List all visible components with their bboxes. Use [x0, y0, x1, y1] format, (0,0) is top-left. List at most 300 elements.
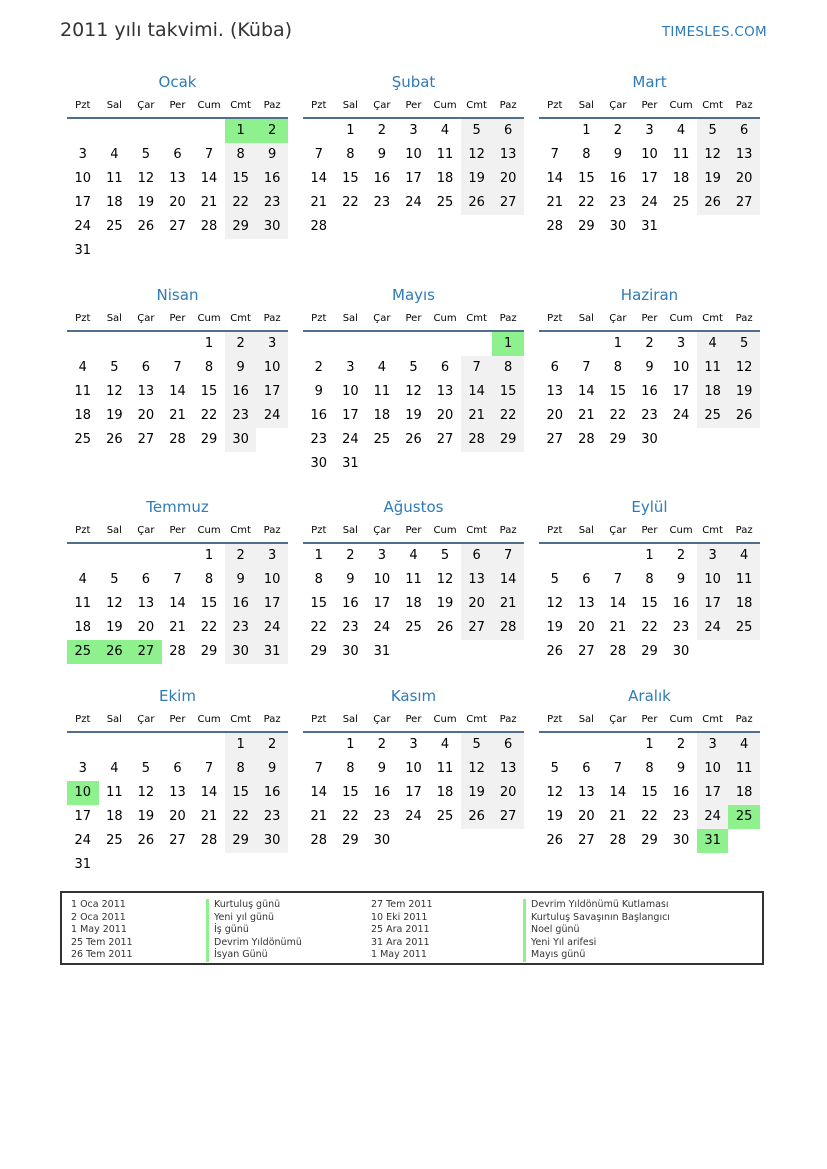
weekday-label: Per — [169, 100, 186, 111]
day-cell: 6 — [141, 572, 151, 587]
month-calendar — [67, 71, 288, 263]
day-cell: 16 — [342, 596, 359, 611]
weekday-label: Cum — [669, 714, 693, 725]
day-cell: 12 — [728, 356, 760, 380]
day-cell: 28 — [546, 219, 564, 234]
day-cell: 29 — [200, 644, 218, 659]
day-cell: 16 — [225, 380, 257, 404]
weekday-label: Paz — [263, 313, 281, 324]
day-cell: 31 — [74, 243, 92, 258]
day-cell: 20 — [546, 408, 564, 423]
legend-dates-right — [371, 899, 433, 962]
day-cell: 20 — [137, 408, 155, 423]
day-cell: 2 — [256, 733, 288, 757]
day-cell: 30 — [641, 432, 658, 447]
weekday-label: Cmt — [702, 313, 723, 324]
weekday-label: Paz — [263, 100, 281, 111]
day-cell: 12 — [461, 143, 493, 167]
day-cell: 18 — [74, 620, 92, 635]
day-cell: 24 — [256, 616, 288, 640]
day-cell: 16 — [641, 384, 658, 399]
day-cell: 19 — [106, 408, 123, 423]
month-name: Kasım — [390, 687, 437, 705]
day-cell: 24 — [405, 195, 422, 210]
weekday-label: Paz — [735, 714, 753, 725]
month-calendar — [539, 71, 760, 239]
day-cell: 10 — [373, 572, 391, 587]
day-cell: 6 — [173, 147, 182, 162]
day-cell: 28 — [461, 428, 493, 452]
day-cell: 5 — [110, 360, 119, 375]
day-cell: 18 — [436, 171, 454, 186]
empty-cell — [162, 332, 194, 356]
weekday-label: Paz — [499, 313, 517, 324]
weekday-label: Sal — [578, 100, 594, 111]
weekday-header — [539, 94, 760, 119]
empty-cell — [67, 733, 99, 757]
day-cell: 15 — [225, 781, 257, 805]
day-cell: 21 — [609, 809, 627, 824]
day-cell: 12 — [546, 785, 564, 800]
day-cell: 14 — [578, 384, 595, 399]
day-cell: 7 — [613, 761, 623, 776]
day-grid — [67, 544, 288, 664]
day-cell: 6 — [550, 360, 559, 375]
weekday-label: Pzt — [547, 100, 563, 111]
day-cell: 18 — [436, 785, 454, 800]
day-cell: 29 — [609, 432, 627, 447]
weekday-label: Per — [641, 313, 658, 324]
day-cell: 27 — [492, 805, 524, 829]
day-cell: 20 — [436, 408, 454, 423]
day-cell: 7 — [173, 360, 182, 375]
day-cell: 1 — [346, 123, 355, 138]
day-cell: 3 — [78, 761, 87, 776]
empty-cell — [67, 332, 99, 356]
weekday-header — [539, 519, 760, 544]
day-cell: 10 — [405, 761, 422, 776]
empty-cell — [571, 544, 603, 568]
day-cell: 21 — [492, 592, 524, 616]
legend-holiday-name: Kurtuluş günü — [206, 899, 302, 912]
day-cell: 2 — [613, 123, 623, 138]
day-cell: 19 — [697, 167, 729, 191]
holiday-legend — [60, 891, 764, 965]
day-cell: 15 — [492, 380, 524, 404]
weekday-header — [303, 519, 524, 544]
weekday-header — [539, 708, 760, 733]
weekday-label: Cmt — [702, 525, 723, 536]
day-cell: 23 — [373, 195, 391, 210]
day-cell: 23 — [641, 408, 658, 423]
day-cell: 22 — [641, 620, 658, 635]
day-cell: 15 — [578, 171, 595, 186]
legend-date: 1 Oca 2011 — [71, 899, 126, 910]
day-cell: 9 — [314, 384, 323, 399]
month-calendar — [67, 685, 288, 877]
month-name: Ekim — [159, 687, 196, 705]
page-title: 2011 yılı takvimi. (Küba) — [60, 19, 293, 41]
day-cell: 19 — [436, 596, 454, 611]
weekday-header — [67, 94, 288, 119]
empty-cell — [461, 332, 493, 356]
day-cell: 9 — [346, 572, 355, 587]
day-cell: 27 — [169, 833, 186, 848]
day-cell: 16 — [373, 171, 391, 186]
day-cell: 2 — [645, 336, 654, 351]
day-cell: 1 — [645, 737, 654, 752]
empty-cell — [67, 544, 99, 568]
day-cell: 17 — [74, 195, 92, 210]
day-cell: 4 — [697, 332, 729, 356]
day-cell: 27 — [492, 191, 524, 215]
empty-cell — [193, 733, 225, 757]
month-name: Ocak — [158, 73, 197, 91]
empty-cell — [303, 733, 335, 757]
day-cell: 16 — [672, 785, 690, 800]
day-cell: 17 — [373, 596, 391, 611]
day-cell: 26 — [461, 805, 493, 829]
day-cell: 4 — [440, 737, 450, 752]
day-cell: 10 — [672, 360, 690, 375]
weekday-label: Pzt — [311, 525, 327, 536]
day-cell: 19 — [546, 809, 564, 824]
day-cell: 29 — [641, 644, 658, 659]
holiday-day-cell: 25 — [67, 640, 99, 664]
month-calendar — [67, 284, 288, 452]
weekday-label: Cmt — [230, 100, 251, 111]
day-cell: 30 — [310, 456, 328, 471]
weekday-label: Çar — [373, 313, 391, 324]
day-cell: 27 — [461, 616, 493, 640]
day-cell: 6 — [492, 119, 524, 143]
day-cell: 15 — [342, 171, 359, 186]
day-cell: 3 — [645, 123, 654, 138]
day-cell: 18 — [74, 408, 92, 423]
day-cell: 24 — [74, 219, 92, 234]
weekday-label: Çar — [137, 100, 155, 111]
day-cell: 29 — [342, 833, 359, 848]
day-cell: 13 — [461, 568, 493, 592]
day-cell: 22 — [609, 408, 627, 423]
legend-holiday-name: Yeni yıl günü — [206, 912, 302, 925]
holiday-day-cell: 1 — [225, 119, 257, 143]
month-calendar — [539, 284, 760, 452]
day-cell: 25 — [106, 833, 123, 848]
weekday-label: Paz — [499, 525, 517, 536]
empty-cell — [602, 544, 634, 568]
day-cell: 4 — [676, 123, 686, 138]
day-cell: 23 — [225, 404, 257, 428]
day-cell: 10 — [256, 356, 288, 380]
day-cell: 9 — [676, 572, 686, 587]
day-cell: 26 — [461, 191, 493, 215]
legend-holiday-name: İş günü — [206, 924, 302, 937]
day-cell: 4 — [440, 123, 450, 138]
day-cell: 5 — [141, 147, 151, 162]
day-cell: 23 — [256, 191, 288, 215]
day-cell: 8 — [645, 572, 654, 587]
day-cell: 17 — [405, 785, 422, 800]
day-cell: 15 — [609, 384, 627, 399]
day-cell: 30 — [225, 640, 257, 664]
day-cell: 20 — [492, 167, 524, 191]
day-cell: 1 — [582, 123, 591, 138]
weekday-label: Cmt — [466, 313, 487, 324]
weekday-label: Per — [641, 525, 658, 536]
weekday-label: Cum — [669, 525, 693, 536]
weekday-label: Sal — [578, 313, 594, 324]
day-cell: 14 — [169, 384, 186, 399]
weekday-header — [67, 519, 288, 544]
day-cell: 22 — [200, 620, 218, 635]
day-cell: 27 — [546, 432, 564, 447]
month-calendar — [303, 496, 524, 664]
weekday-label: Sal — [578, 525, 594, 536]
day-cell: 5 — [728, 332, 760, 356]
day-cell: 29 — [492, 428, 524, 452]
day-cell: 30 — [672, 644, 690, 659]
legend-dates-left — [71, 899, 133, 962]
day-cell: 12 — [436, 572, 454, 587]
day-grid — [539, 119, 760, 239]
legend-names-right — [523, 899, 670, 962]
day-cell: 6 — [440, 360, 450, 375]
day-cell: 2 — [346, 548, 355, 563]
day-cell: 21 — [169, 620, 186, 635]
day-cell: 8 — [204, 360, 214, 375]
legend-holiday-name: Mayıs günü — [523, 949, 670, 962]
day-cell: 4 — [728, 733, 760, 757]
day-cell: 23 — [373, 809, 391, 824]
day-cell: 30 — [256, 829, 288, 853]
day-cell: 28 — [492, 616, 524, 640]
day-cell: 24 — [74, 833, 92, 848]
day-cell: 7 — [461, 356, 493, 380]
weekday-label: Cmt — [230, 525, 251, 536]
day-cell: 21 — [609, 620, 627, 635]
day-cell: 26 — [728, 404, 760, 428]
legend-holiday-name: Noel günü — [523, 924, 670, 937]
day-cell: 22 — [342, 809, 359, 824]
weekday-label: Cmt — [466, 100, 487, 111]
day-cell: 12 — [461, 757, 493, 781]
day-cell: 4 — [110, 147, 119, 162]
day-cell: 9 — [225, 356, 257, 380]
empty-cell — [366, 332, 398, 356]
month-calendar — [539, 685, 760, 853]
day-cell: 5 — [461, 733, 493, 757]
day-cell: 3 — [697, 544, 729, 568]
legend-date: 2 Oca 2011 — [71, 911, 126, 923]
month-name: Ağustos — [383, 498, 444, 516]
day-cell: 16 — [256, 167, 288, 191]
day-cell: 5 — [141, 761, 151, 776]
day-cell: 13 — [728, 143, 760, 167]
day-cell: 19 — [106, 620, 123, 635]
day-cell: 13 — [578, 596, 595, 611]
day-cell: 24 — [697, 616, 729, 640]
day-cell: 8 — [645, 761, 654, 776]
weekday-label: Paz — [499, 100, 517, 111]
empty-cell — [162, 733, 194, 757]
day-grid — [303, 733, 524, 853]
day-cell: 13 — [169, 785, 186, 800]
legend-date: 1 May 2011 — [371, 949, 427, 961]
day-cell: 3 — [697, 733, 729, 757]
day-grid — [303, 544, 524, 664]
day-cell: 21 — [200, 809, 218, 824]
day-cell: 12 — [137, 785, 155, 800]
weekday-label: Cum — [433, 313, 457, 324]
day-grid — [539, 733, 760, 853]
day-cell: 10 — [74, 171, 92, 186]
day-cell: 24 — [342, 432, 359, 447]
day-cell: 5 — [110, 572, 119, 587]
weekday-label: Pzt — [547, 313, 563, 324]
day-cell: 11 — [436, 761, 454, 776]
legend-date: 10 Eki 2011 — [371, 911, 428, 923]
day-cell: 14 — [200, 785, 218, 800]
month-calendar — [303, 284, 524, 476]
day-cell: 7 — [550, 147, 559, 162]
day-cell: 9 — [377, 761, 387, 776]
weekday-label: Per — [169, 714, 186, 725]
day-cell: 15 — [225, 167, 257, 191]
empty-cell — [99, 733, 131, 757]
day-cell: 9 — [645, 360, 654, 375]
site-link[interactable]: TIMESLES.COM — [661, 24, 767, 40]
day-cell: 18 — [728, 781, 760, 805]
weekday-label: Cum — [433, 525, 457, 536]
weekday-label: Cmt — [230, 714, 251, 725]
day-cell: 11 — [74, 596, 92, 611]
day-cell: 2 — [314, 360, 323, 375]
weekday-label: Paz — [499, 714, 517, 725]
day-cell: 22 — [641, 809, 658, 824]
day-cell: 22 — [200, 408, 218, 423]
day-cell: 8 — [492, 356, 524, 380]
day-cell: 11 — [74, 384, 92, 399]
holiday-day-cell: 25 — [728, 805, 760, 829]
day-cell: 9 — [256, 757, 288, 781]
day-cell: 25 — [106, 219, 123, 234]
weekday-label: Paz — [263, 714, 281, 725]
empty-cell — [99, 544, 131, 568]
day-cell: 14 — [461, 380, 493, 404]
day-cell: 27 — [578, 833, 595, 848]
month-calendar — [67, 496, 288, 664]
day-cell: 3 — [409, 123, 418, 138]
day-cell: 16 — [225, 592, 257, 616]
day-cell: 10 — [342, 384, 359, 399]
day-cell: 6 — [173, 761, 182, 776]
day-cell: 17 — [641, 171, 658, 186]
day-cell: 18 — [672, 171, 690, 186]
day-cell: 30 — [256, 215, 288, 239]
day-cell: 18 — [697, 380, 729, 404]
day-cell: 3 — [676, 336, 686, 351]
day-cell: 2 — [676, 737, 686, 752]
weekday-label: Per — [405, 100, 422, 111]
day-cell: 3 — [346, 360, 355, 375]
weekday-label: Cum — [197, 525, 221, 536]
day-cell: 23 — [609, 195, 627, 210]
weekday-label: Çar — [609, 525, 627, 536]
day-cell: 29 — [200, 432, 218, 447]
weekday-label: Çar — [609, 313, 627, 324]
day-cell: 15 — [200, 384, 218, 399]
day-cell: 7 — [314, 761, 323, 776]
day-cell: 30 — [225, 428, 257, 452]
day-cell: 3 — [78, 147, 87, 162]
day-cell: 18 — [106, 809, 123, 824]
day-cell: 23 — [225, 616, 257, 640]
day-cell: 2 — [676, 548, 686, 563]
day-cell: 24 — [697, 805, 729, 829]
month-name: Temmuz — [146, 498, 209, 516]
weekday-label: Cum — [197, 100, 221, 111]
day-cell: 19 — [137, 809, 155, 824]
day-cell: 27 — [137, 432, 155, 447]
day-cell: 1 — [314, 548, 323, 563]
day-cell: 22 — [225, 805, 257, 829]
day-cell: 29 — [578, 219, 595, 234]
day-cell: 3 — [256, 544, 288, 568]
day-grid — [303, 332, 524, 476]
day-cell: 27 — [169, 219, 186, 234]
day-cell: 7 — [173, 572, 182, 587]
legend-holiday-name: Yeni Yıl arifesi — [523, 937, 670, 950]
weekday-label: Cum — [197, 313, 221, 324]
empty-cell — [162, 544, 194, 568]
day-cell: 23 — [310, 432, 328, 447]
day-cell: 22 — [225, 191, 257, 215]
day-cell: 7 — [492, 544, 524, 568]
day-cell: 15 — [641, 785, 658, 800]
weekday-label: Paz — [735, 313, 753, 324]
day-cell: 17 — [672, 384, 690, 399]
day-cell: 31 — [342, 456, 359, 471]
day-cell: 8 — [346, 147, 355, 162]
day-cell: 6 — [492, 733, 524, 757]
day-cell: 29 — [641, 833, 658, 848]
month-name: Nisan — [156, 286, 199, 304]
day-cell: 18 — [728, 592, 760, 616]
day-cell: 13 — [169, 171, 186, 186]
day-cell: 30 — [609, 219, 627, 234]
day-cell: 31 — [373, 644, 391, 659]
weekday-label: Pzt — [75, 525, 91, 536]
day-cell: 9 — [256, 143, 288, 167]
weekday-label: Per — [405, 714, 422, 725]
day-cell: 15 — [200, 596, 218, 611]
weekday-label: Sal — [342, 100, 358, 111]
day-cell: 25 — [436, 809, 454, 824]
day-cell: 10 — [405, 147, 422, 162]
day-cell: 9 — [613, 147, 623, 162]
holiday-day-cell: 1 — [492, 332, 524, 356]
weekday-label: Pzt — [311, 313, 327, 324]
day-cell: 29 — [310, 644, 328, 659]
month-name: Mart — [632, 73, 667, 91]
day-cell: 7 — [204, 761, 214, 776]
legend-date: 26 Tem 2011 — [71, 949, 133, 961]
day-cell: 8 — [314, 572, 323, 587]
day-cell: 7 — [314, 147, 323, 162]
day-cell: 26 — [697, 191, 729, 215]
weekday-label: Sal — [106, 100, 122, 111]
